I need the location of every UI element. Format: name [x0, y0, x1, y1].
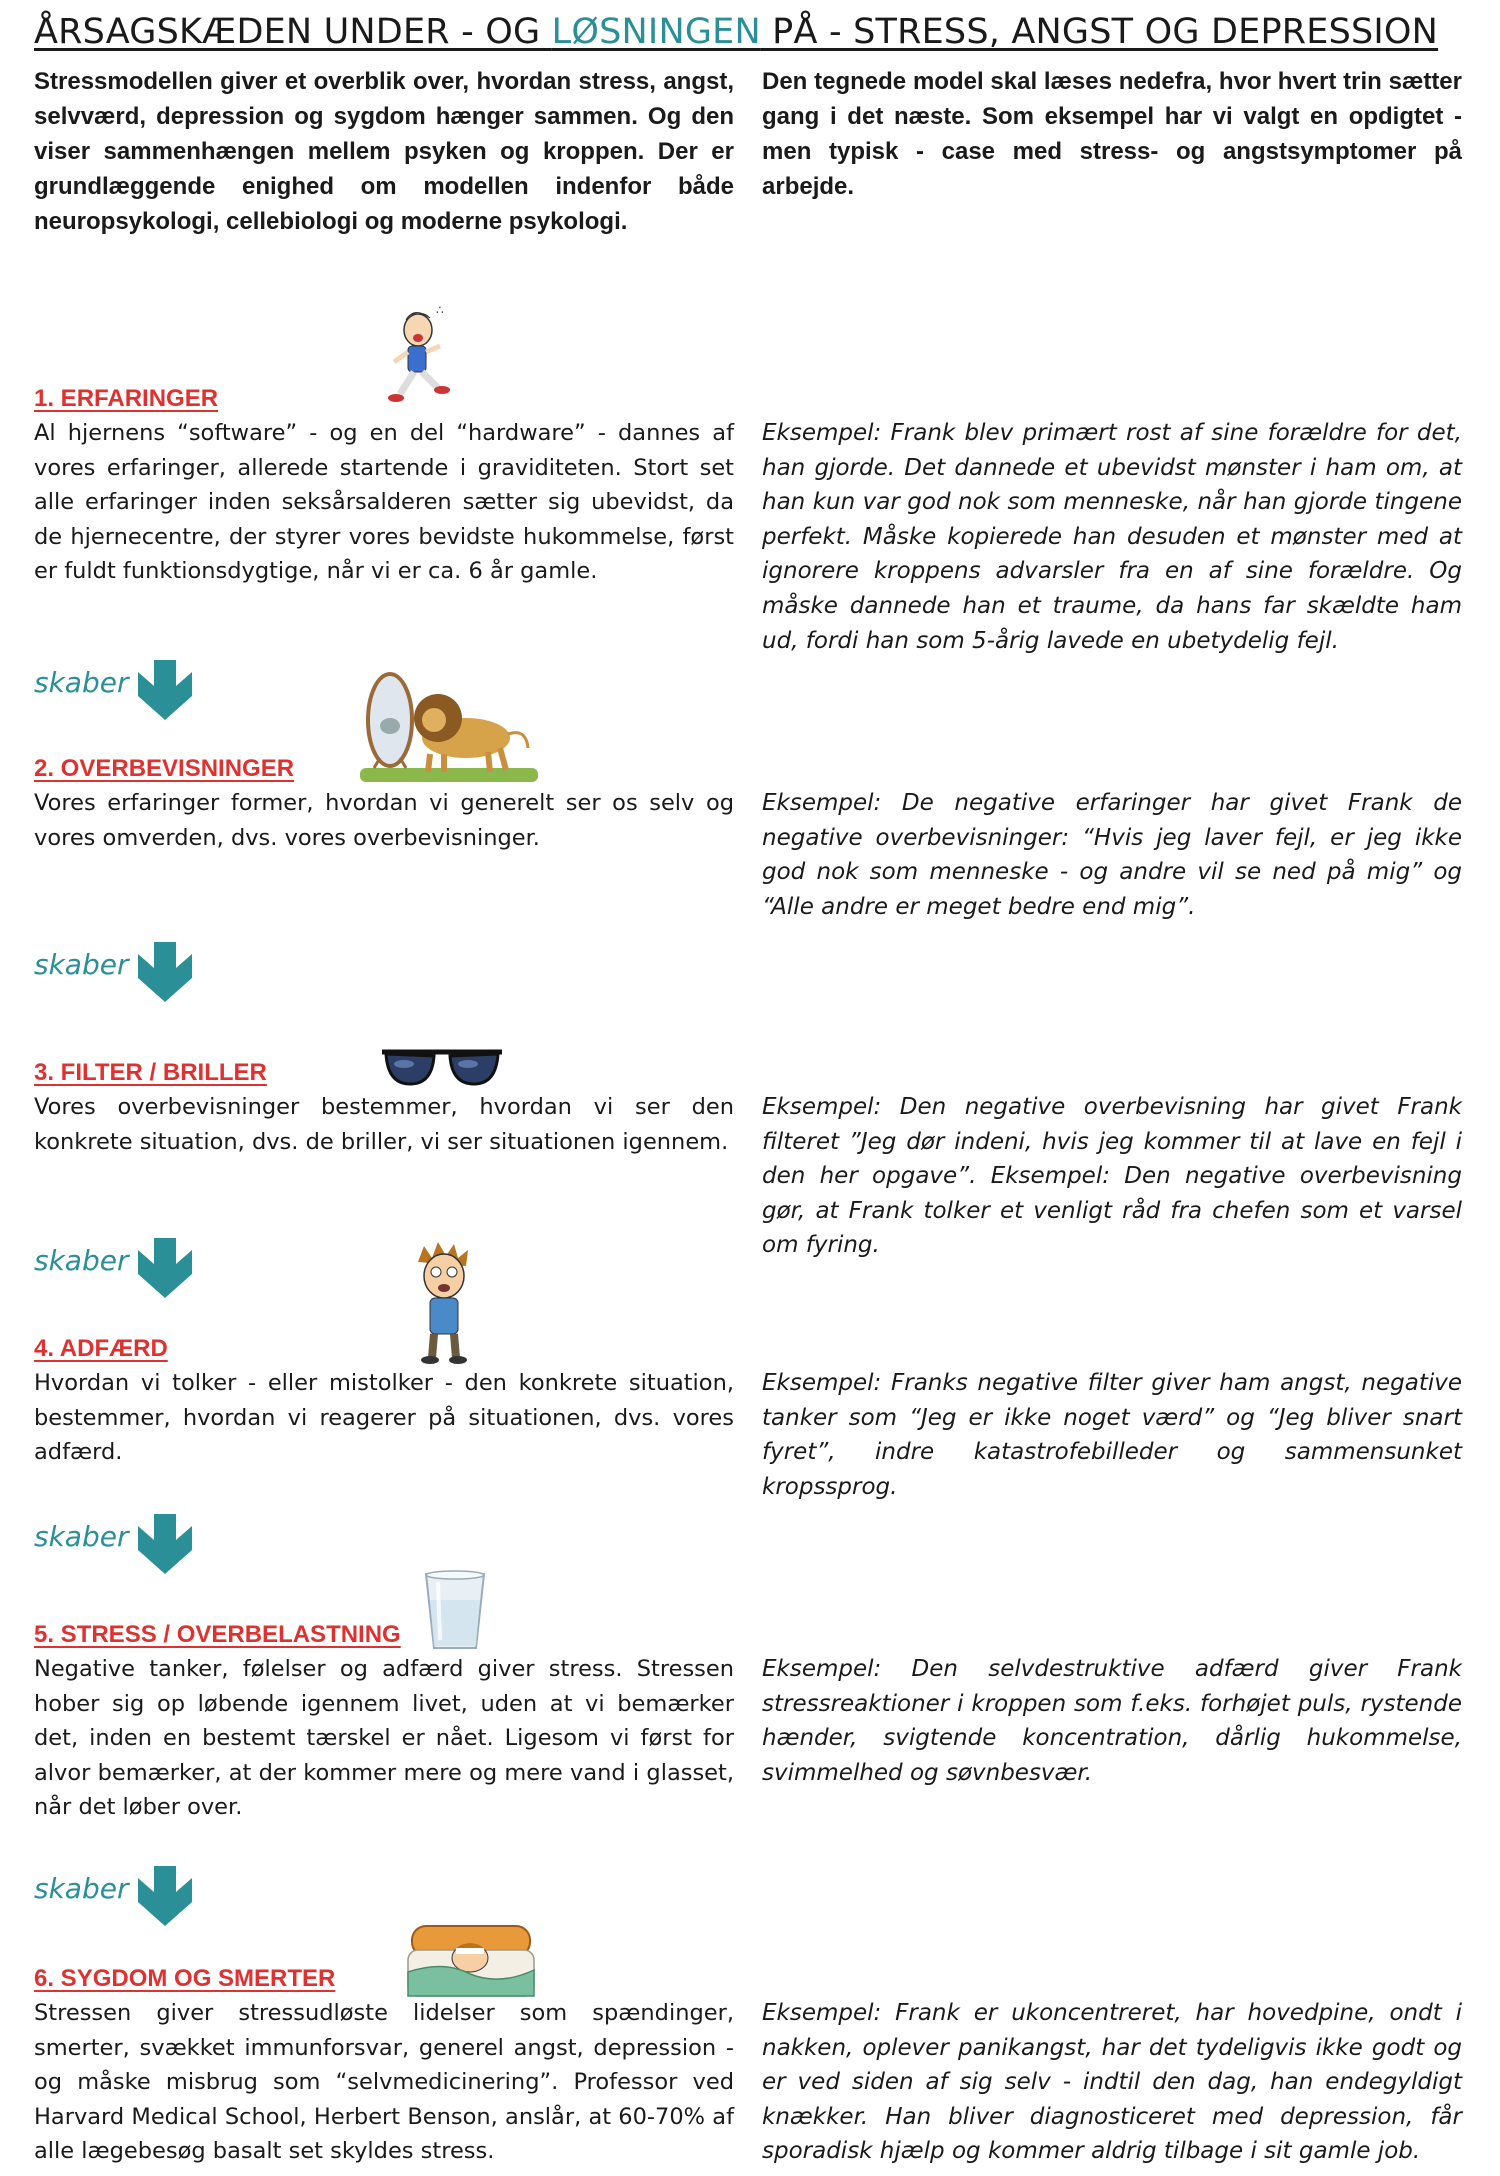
worried-man-illustration	[404, 1240, 484, 1366]
section-4-body: Hvordan vi tolker - eller mistolker - den konkrete situation, bestemmer, hvordan vi reagerer på situationen, dvs. vores adfærd.	[34, 1370, 734, 1466]
section-5-example: Eksempel: Den selvdestruktive adfærd giver Frank stressreaktioner i kroppen som f.eks. forhøjet puls, rystende hænder, svigtende koncentration, dårlig hukommelse, svimmelhed og søvnbesvær.	[762, 1656, 1462, 1786]
section-3-heading: 3. FILTER / BRILLER	[34, 1059, 267, 1086]
page-title	[34, 10, 1464, 54]
sick-in-bed-illustration	[404, 1920, 538, 2002]
section-1-body: Al hjernens “software” - og en del “hardware” - dannes af vores erfaringer, allerede startende i graviditeten. Stort set alle erfaringer inden seksårsalderen sætter sig ubevidst, da de hjernecentre, der styrer vores bevidste hukommelse, først er fuldt funktionsdygtige, når vi er ca. 6 år gamle.	[34, 420, 734, 585]
connector-label: skaber	[34, 1520, 129, 1553]
intro-right: Den tegnede model skal læses nedefra, hvor hvert trin sætter gang i det næste. Som eksempel har vi valgt en opdigtet - men typisk - case med stress- og angstsymptomer på arbejde.	[762, 68, 1462, 200]
section-5-body: Negative tanker, følelser og adfærd giver stress. Stressen hober sig op løbende igennem livet, uden at vi bemærker det, inden en bestemt tærskel er nået. Ligesom vi først for alvor bemærker, at der kommer mere og mere vand i glasset, når det løber over.	[34, 1656, 734, 1821]
intro-left: Stressmodellen giver et overblik over, hvordan stress, angst, selvværd, depression og sygdom hænger sammen. Og den viser sammenhængen mellem psyken og kroppen. Der er grundlæggende enighed om modellen indenfor både neuropsykologi, cellebiologi og moderne psykologi.	[34, 68, 734, 235]
connector-label: skaber	[34, 1872, 129, 1905]
section-2-body: Vores erfaringer former, hvordan vi generelt ser os selv og vores omverden, dvs. vores overbevisninger.	[34, 790, 734, 851]
running-man-illustration	[378, 302, 452, 412]
section-3-example: Eksempel: Den negative overbevisning har givet Frank filteret ”Jeg dør indeni, hvis jeg kommer til at lave en fejl i den her opgave”. Eksempel: Den negative overbevisning gør, at Frank tolker et venligt råd fra chefen som et varsel om fyring.	[762, 1094, 1462, 1259]
lion-mirror-illustration	[360, 668, 538, 784]
section-2-example: Eksempel: De negative erfaringer har givet Frank de negative overbevisninger: “Hvis jeg laver fejl, er jeg ikke god nok som menneske - og andre vil se ned på mig” og “Alle andre er meget bedre end mig”.	[762, 790, 1462, 920]
connector-label: skaber	[34, 948, 129, 981]
arrow-down-icon	[132, 938, 198, 1004]
section-1-heading: 1. ERFARINGER	[34, 385, 219, 412]
section-6-example: Eksempel: Frank er ukoncentreret, har hovedpine, ondt i nakken, oplever panikangst, har det tydeligvis ikke godt og er ved siden af sig selv - indtil den dag, han endegyldigt knækker. Han bliver diagnosticeret med depression, får sporadisk hjælp og kommer aldrig tilbage i sit gamle job.	[762, 2000, 1462, 2165]
section-2-heading: 2. OVERBEVISNINGER	[34, 755, 295, 782]
section-6-body: Stressen giver stressudløste lidelser som spændinger, smerter, svækket immunforsvar, generel angst, depression - og måske misbrug som “selvmedicinering”. Professor ved Harvard Medical School, Herbert Benson, anslår, at 60-70% af alle lægebesøg basalt set skyldes stress.	[34, 2000, 734, 2165]
arrow-down-icon	[132, 1510, 198, 1576]
section-3-body: Vores overbevisninger bestemmer, hvordan vi ser den konkrete situation, dvs. de briller, vi ser situationen igennem.	[34, 1094, 734, 1155]
connector-label: skaber	[34, 1244, 129, 1277]
svg-text:∴: ∴	[436, 303, 444, 317]
section-6-heading: 6. SYGDOM OG SMERTER	[34, 1965, 336, 1992]
sunglasses-illustration	[380, 1046, 504, 1088]
arrow-down-icon	[132, 1234, 198, 1300]
section-5-heading: 5. STRESS / OVERBELASTNING	[34, 1621, 401, 1648]
title-part-3: PÅ - STRESS, ANGST OG DEPRESSION	[760, 12, 1439, 52]
water-glass-illustration	[420, 1570, 490, 1652]
section-4-example: Eksempel: Franks negative filter giver ham angst, negative tanker som “Jeg er ikke noget værd” og “Jeg bliver snart fyret”, indre katastrofebilleder og sammensunket kropssprog.	[762, 1370, 1462, 1500]
arrow-down-icon	[132, 656, 198, 722]
connector-label: skaber	[34, 666, 129, 699]
section-4-heading: 4. ADFÆRD	[34, 1335, 168, 1362]
section-1-example: Eksempel: Frank blev primært rost af sine forældre for det, han gjorde. Det dannede et ubevidst mønster i ham om, at han kun var god nok som menneske, når han gjorde tingene perfekt. Måske kopierede han desuden et mønster med at ignorere kroppens advarsler fra en af sine forældre. Og måske dannede han et traume, da hans far skældte ham ud, fordi han som 5-årig lavede en ubetydelig fejl.	[762, 420, 1462, 654]
arrow-down-icon	[132, 1862, 198, 1928]
title-part-2: LØSNINGEN	[551, 12, 761, 52]
title-part-1: ÅRSAGSKÆDEN UNDER - OG	[34, 12, 552, 52]
